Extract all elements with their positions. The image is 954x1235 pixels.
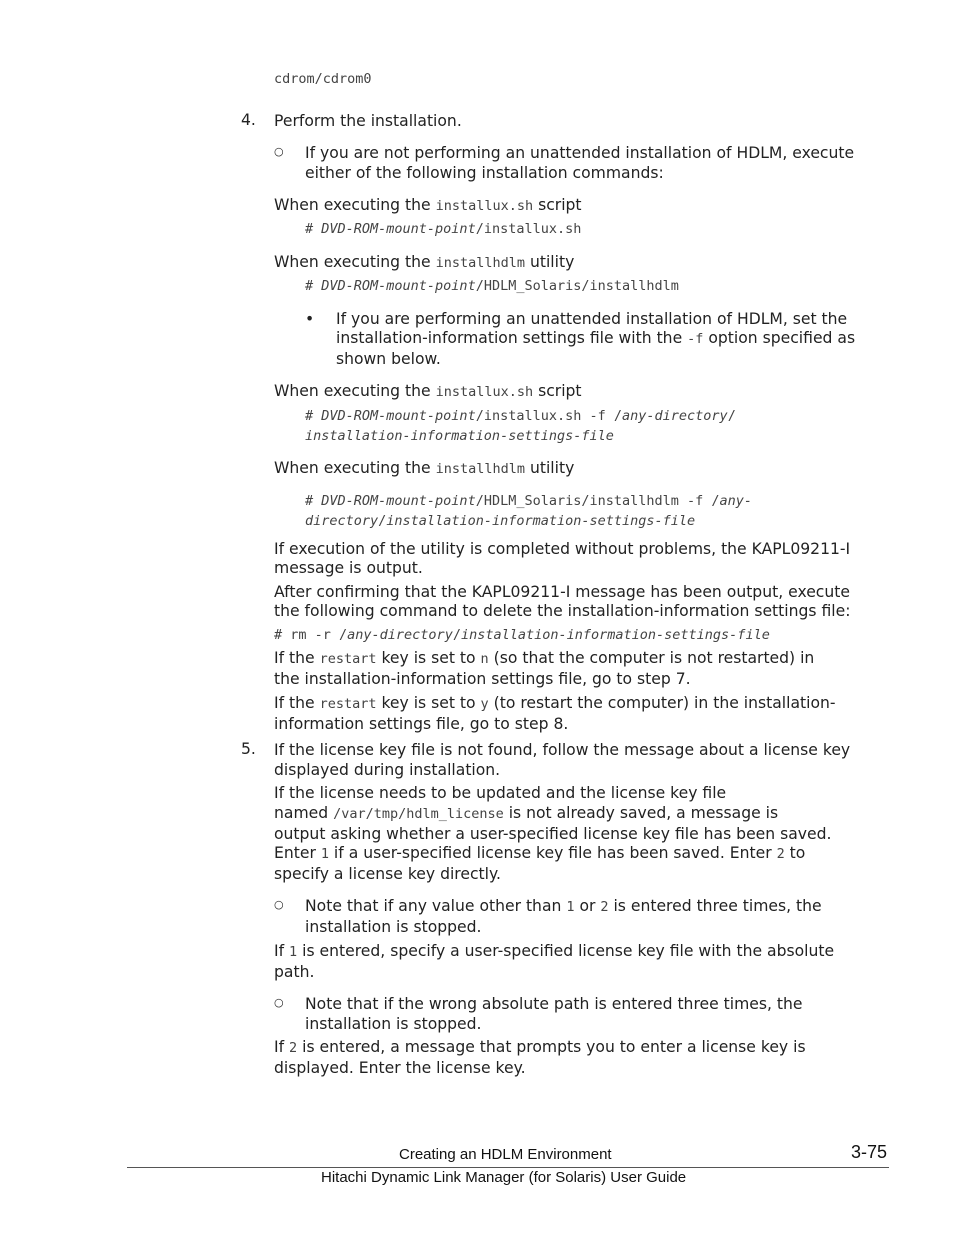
step-4-title: Perform the installation. (274, 112, 462, 130)
step-5-text: displayed during installation. (274, 761, 501, 779)
command-line: installation-information-settings-file (305, 428, 614, 444)
install-script-heading: When executing the installux.sh script (274, 196, 582, 214)
circle-bullet-icon: ○ (274, 898, 284, 911)
bullet-dot-icon: • (305, 310, 315, 328)
bullet-text: shown below. (336, 350, 441, 368)
note-text: installation is stopped. (305, 1015, 482, 1033)
circle-bullet-icon: ○ (274, 996, 284, 1009)
note-text: Note that if the wrong absolute path is entered three times, the (305, 995, 803, 1013)
command-line: # DVD-ROM-mount-point/HDLM_Solaris/installhdlm (305, 278, 679, 294)
paragraph: If the restart key is set to y (to restart the computer) in the installation- (274, 694, 836, 712)
command-line: directory/installation-information-settings-file (305, 513, 696, 529)
step-5-text: If the license key file is not found, follow the message about a license key (274, 741, 851, 759)
paragraph: the following command to delete the installation-information settings file: (274, 602, 851, 620)
paragraph: After confirming that the KAPL09211-I message has been output, execute (274, 583, 850, 601)
paragraph: output asking whether a user-specified license key file has been saved. (274, 825, 832, 843)
footer-divider (127, 1167, 889, 1168)
circle-bullet-icon: ○ (274, 145, 284, 158)
paragraph: If the license needs to be updated and the license key file (274, 784, 727, 802)
paragraph: message is output. (274, 559, 423, 577)
paragraph: Enter 1 if a user-specified license key file has been saved. Enter 2 to (274, 844, 806, 862)
paragraph: If 1 is entered, specify a user-specified license key file with the absolute (274, 942, 835, 960)
footer-guide-title: Hitachi Dynamic Link Manager (for Solaris) User Guide (321, 1169, 687, 1186)
command-line: # rm -r /any-directory/installation-information-settings-file (274, 627, 770, 643)
paragraph: If the restart key is set to n (so that the computer is not restarted) in (274, 649, 815, 667)
paragraph: path. (274, 963, 315, 981)
command-line: # DVD-ROM-mount-point/installux.sh -f /any-directory/ (305, 408, 736, 424)
paragraph: If execution of the utility is completed without problems, the KAPL09211-I (274, 540, 851, 558)
command-line: # DVD-ROM-mount-point/installux.sh (305, 221, 582, 237)
cdrom-path: cdrom/cdrom0 (274, 71, 372, 87)
bullet-text: If you are performing an unattended installation of HDLM, set the (336, 310, 848, 328)
footer-section-title: Creating an HDLM Environment (399, 1146, 612, 1163)
install-utility-heading: When executing the installhdlm utility (274, 253, 575, 271)
note-text: Note that if any value other than 1 or 2 is entered three times, the (305, 897, 822, 915)
paragraph: displayed. Enter the license key. (274, 1059, 526, 1077)
paragraph: If 2 is entered, a message that prompts you to enter a license key is (274, 1038, 806, 1056)
command-line: # DVD-ROM-mount-point/HDLM_Solaris/installhdlm -f /any- (305, 493, 753, 509)
note-text: installation is stopped. (305, 918, 482, 936)
paragraph: information settings file, go to step 8. (274, 715, 569, 733)
paragraph: specify a license key directly. (274, 865, 501, 883)
step-4-number: 4. (241, 111, 256, 129)
step-5-number: 5. (241, 740, 256, 758)
bullet-text: installation-information settings file with the -f option specified as (336, 329, 856, 347)
bullet-text: either of the following installation commands: (305, 164, 664, 182)
install-script-heading: When executing the installux.sh script (274, 382, 582, 400)
bullet-text: If you are not performing an unattended installation of HDLM, execute (305, 144, 855, 162)
paragraph: named /var/tmp/hdlm_license is not already saved, a message is (274, 804, 779, 822)
paragraph: the installation-information settings file, go to step 7. (274, 670, 691, 688)
page-number: 3-75 (851, 1142, 888, 1162)
install-utility-heading: When executing the installhdlm utility (274, 459, 575, 477)
